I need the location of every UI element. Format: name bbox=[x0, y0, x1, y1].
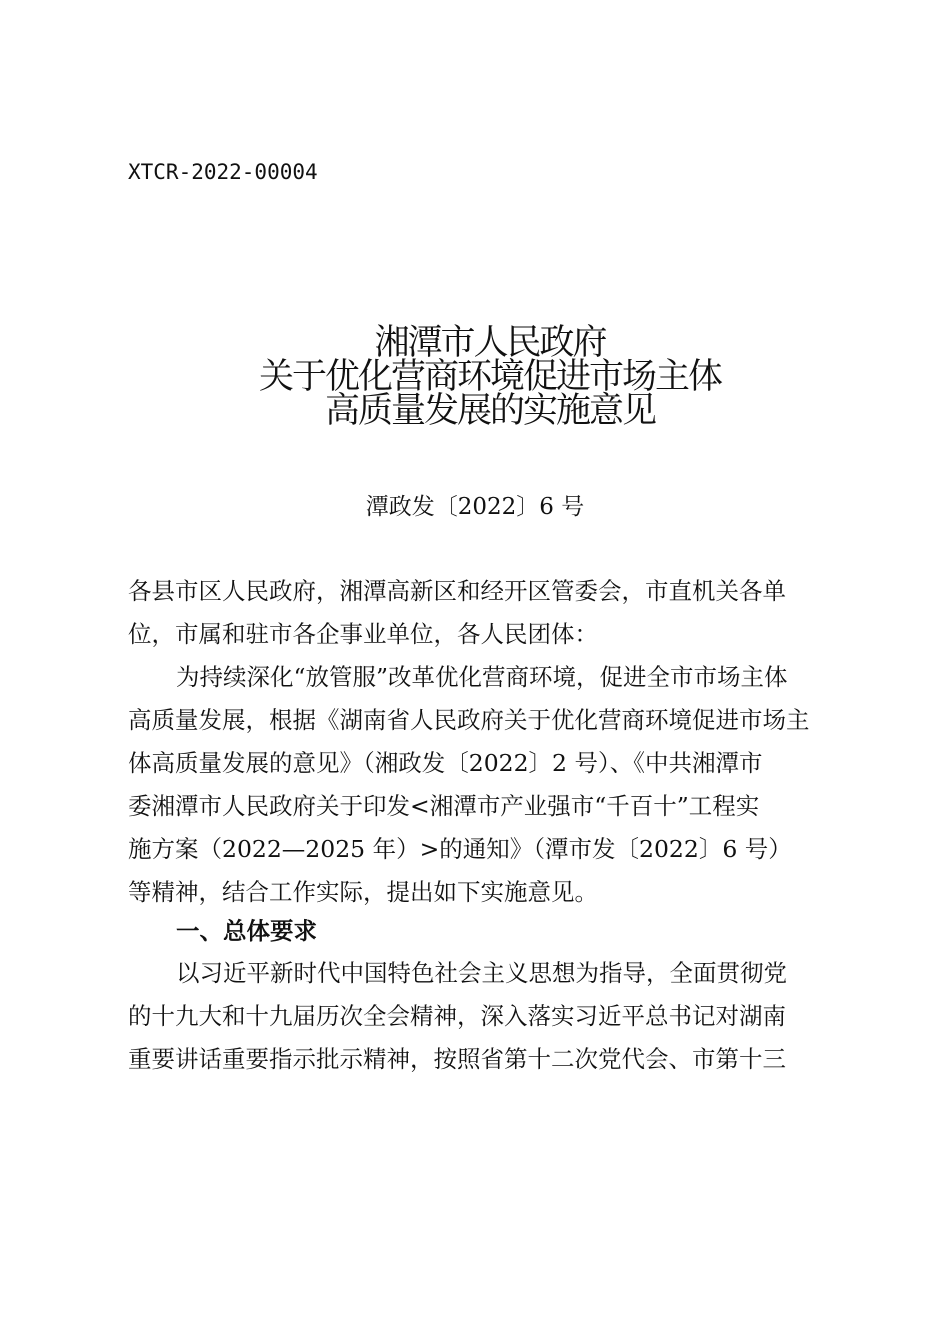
section-heading: 一、总体要求 bbox=[176, 917, 317, 945]
body-line: 的十九大和十九届历次全会精神，深入落实习近平总书记对湖南 bbox=[128, 1002, 786, 1030]
body-line: 位，市属和驻市各企事业单位，各人民团体： bbox=[128, 620, 598, 648]
document-number: 潭政发〔2022〕6 号 bbox=[365, 494, 585, 520]
body-line: 以习近平新时代中国特色社会主义思想为指导，全面贯彻党 bbox=[176, 959, 787, 987]
document-title bbox=[0, 323, 950, 431]
document-id: XTCR-2022-00004 bbox=[128, 160, 318, 184]
body-line: 体高质量发展的意见》（湘政发〔2022〕2 号）、《中共湘潭市 bbox=[128, 749, 763, 777]
body-line: 各县市区人民政府，湘潭高新区和经开区管委会，市直机关各单 bbox=[128, 577, 786, 605]
body-line: 施方案（2022—2025 年）>的通知》（潭市发〔2022〕6 号） bbox=[128, 835, 792, 863]
title-line: 高质量发展的实施意见 bbox=[324, 391, 655, 431]
document-body bbox=[128, 570, 858, 1081]
title-line: 湘潭市人民政府 bbox=[374, 323, 606, 363]
body-line: 高质量发展，根据《湖南省人民政府关于优化营商环境促进市场主 bbox=[128, 706, 810, 734]
body-line: 等精神，结合工作实际，提出如下实施意见。 bbox=[128, 878, 598, 906]
title-line: 关于优化营商环境促进市场主体 bbox=[258, 357, 721, 397]
body-line: 重要讲话重要指示批示精神，按照省第十二次党代会、市第十三 bbox=[128, 1045, 786, 1073]
body-line: 委湘潭市人民政府关于印发<湘潭市产业强市“千百十”工程实 bbox=[128, 792, 760, 820]
body-line: 为持续深化“放管服”改革优化营商环境，促进全市市场主体 bbox=[176, 663, 788, 691]
